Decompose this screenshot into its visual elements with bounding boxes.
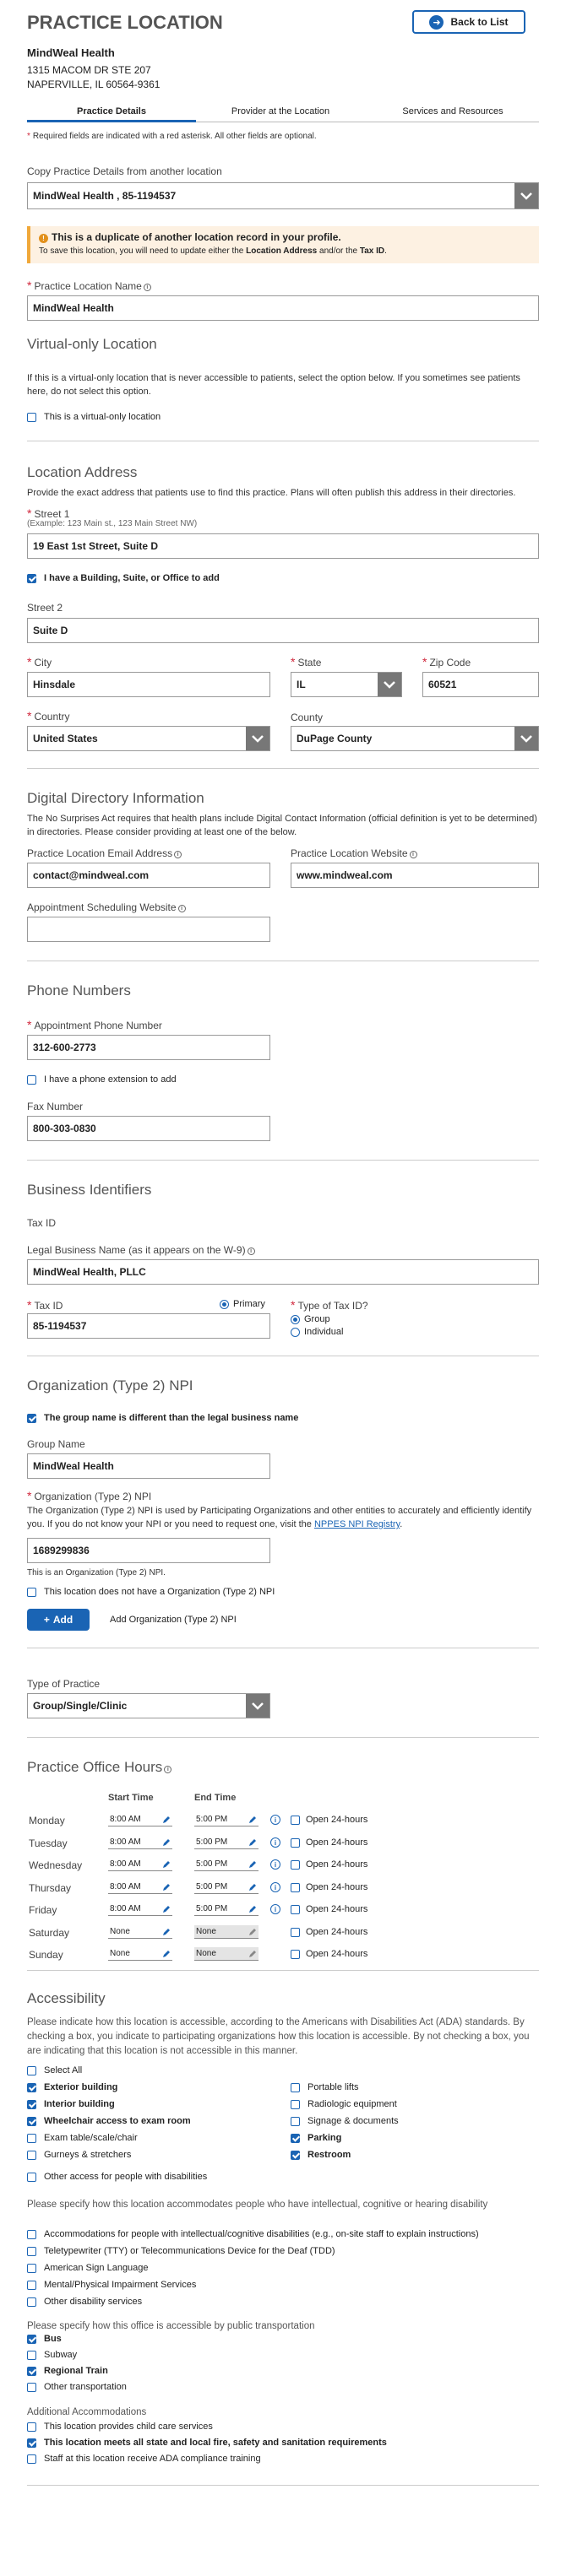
sched-input[interactable] bbox=[27, 917, 270, 942]
intellect-option-checkbox[interactable] bbox=[27, 2264, 36, 2273]
email-input[interactable]: contact@mindweal.com bbox=[27, 863, 270, 888]
npi-label: * Organization (Type 2) NPI bbox=[27, 1489, 152, 1502]
no-npi-checkbox[interactable] bbox=[27, 1588, 36, 1597]
access-option-label: Parking bbox=[307, 2133, 342, 2143]
pencil-icon[interactable] bbox=[162, 1950, 171, 1963]
day-label: Tuesday bbox=[29, 1837, 68, 1849]
npi-heading: Organization (Type 2) NPI bbox=[27, 1377, 193, 1394]
day-label: Friday bbox=[29, 1904, 57, 1916]
zip-label: * Zip Code bbox=[422, 655, 471, 668]
access-option-checkbox[interactable] bbox=[27, 2100, 36, 2109]
location-name-label: * Practice Location Name i bbox=[27, 279, 151, 292]
access-option-label: Radiologic equipment bbox=[307, 2099, 397, 2109]
back-arrow-icon: ➜ bbox=[429, 15, 444, 30]
virtual-only-label: This is a virtual-only location bbox=[44, 412, 161, 422]
info-icon[interactable]: i bbox=[270, 1815, 280, 1825]
pencil-icon[interactable] bbox=[162, 1883, 171, 1897]
nppes-registry-link[interactable]: NPPES NPI Registry bbox=[313, 1519, 400, 1529]
sched-label: Appointment Scheduling Website i bbox=[27, 901, 186, 913]
tab-practice-details[interactable]: Practice Details bbox=[27, 106, 196, 122]
intellect-option-checkbox[interactable] bbox=[27, 2247, 36, 2256]
access-option-checkbox[interactable] bbox=[27, 2134, 36, 2143]
transport-desc: Please specify how this office is accessible by public transportation bbox=[27, 2321, 315, 2331]
pencil-icon[interactable] bbox=[248, 1838, 257, 1852]
chevron-down-icon bbox=[378, 673, 401, 696]
back-to-list-button[interactable] bbox=[412, 10, 525, 34]
access-option-label: Interior building bbox=[44, 2099, 115, 2109]
info-icon: i bbox=[144, 284, 151, 291]
intellect-option-label: Mental/Physical Impairment Services bbox=[44, 2280, 197, 2290]
intellect-option-checkbox[interactable] bbox=[27, 2297, 36, 2307]
transport-option-label: Other transportation bbox=[44, 2382, 127, 2392]
primary-label: Primary bbox=[233, 1299, 265, 1309]
zip-input[interactable]: 60521 bbox=[422, 672, 539, 697]
start-time-input[interactable]: 8:00 AM bbox=[108, 1858, 172, 1871]
info-icon[interactable]: i bbox=[270, 1882, 280, 1892]
transport-option-label: Subway bbox=[44, 2350, 78, 2360]
group-name-input[interactable]: MindWeal Health bbox=[27, 1453, 270, 1479]
website-label: Practice Location Website i bbox=[291, 847, 417, 859]
transport-option-checkbox[interactable] bbox=[27, 2351, 36, 2360]
address-heading: Location Address bbox=[27, 464, 138, 480]
accessibility-desc: Please indicate how this location is accessible, according to the Americans with Disabilities Act (ADA) standards. By checking a box, you indicate to participating organizations how this location is accessible. By not checking a box, you are indicating that this location is not accessible in this manner. bbox=[27, 2017, 530, 2056]
practice-type-label: Type of Practice bbox=[27, 1678, 101, 1690]
city-label: * City bbox=[27, 655, 52, 668]
pencil-icon[interactable] bbox=[248, 1905, 257, 1918]
street2-label: Street 2 bbox=[27, 602, 63, 614]
end-time-input[interactable]: 5:00 PM bbox=[194, 1813, 259, 1826]
pencil-icon[interactable] bbox=[162, 1860, 171, 1874]
additional-option-label: Staff at this location receive ADA compliance training bbox=[44, 2454, 261, 2464]
open-24-label: Open 24-hours bbox=[306, 1815, 368, 1825]
access-option-checkbox[interactable] bbox=[27, 2083, 36, 2092]
access-option-label: Exam table/scale/chair bbox=[44, 2133, 138, 2143]
open-24-label: Open 24-hours bbox=[306, 1837, 368, 1848]
pencil-icon[interactable] bbox=[162, 1928, 171, 1941]
appt-phone-label: * Appointment Phone Number bbox=[27, 1018, 162, 1031]
group-name-different-label: The group name is different than the legal business name bbox=[44, 1413, 299, 1423]
access-option-checkbox[interactable] bbox=[291, 2151, 300, 2160]
other-access-checkbox[interactable] bbox=[27, 2173, 36, 2182]
access-option-label: Restroom bbox=[307, 2150, 351, 2160]
state-select[interactable]: IL bbox=[291, 672, 402, 697]
country-label: * Country bbox=[27, 709, 70, 722]
taxid-label: * Tax ID bbox=[27, 1298, 63, 1312]
practice-name: MindWeal Health bbox=[27, 46, 115, 59]
group-radio[interactable] bbox=[291, 1315, 300, 1324]
chevron-down-icon bbox=[514, 727, 538, 750]
individual-label: Individual bbox=[304, 1327, 344, 1337]
npi-note: This is an Organization (Type 2) NPI. bbox=[27, 1568, 166, 1578]
access-option-checkbox[interactable] bbox=[291, 2083, 300, 2092]
info-icon: i bbox=[410, 851, 417, 858]
open-24-checkbox[interactable] bbox=[291, 1905, 300, 1914]
info-icon[interactable]: i bbox=[270, 1859, 280, 1870]
taxid-type-label: * Type of Tax ID? bbox=[291, 1298, 368, 1312]
intellect-option-label: Other disability services bbox=[44, 2297, 143, 2307]
phone-extension-checkbox[interactable] bbox=[27, 1075, 36, 1085]
no-npi-label: This location does not have a Organization (Type 2) NPI bbox=[44, 1587, 275, 1597]
hours-heading: Practice Office Hours i bbox=[27, 1759, 171, 1776]
copy-location-select[interactable]: MindWeal Health , 85-1194537 bbox=[27, 182, 539, 209]
transport-option-checkbox[interactable] bbox=[27, 2367, 36, 2376]
transport-option-checkbox[interactable] bbox=[27, 2383, 36, 2392]
pencil-icon[interactable] bbox=[162, 1905, 171, 1918]
info-icon: i bbox=[178, 905, 186, 912]
additional-heading: Additional Accommodations bbox=[27, 2407, 147, 2417]
start-time-input[interactable]: 8:00 AM bbox=[108, 1813, 172, 1826]
taxid-input[interactable]: 85-1194537 bbox=[27, 1313, 270, 1339]
virtual-only-checkbox[interactable] bbox=[27, 413, 36, 422]
transport-option-checkbox[interactable] bbox=[27, 2335, 36, 2344]
info-icon: i bbox=[174, 851, 182, 858]
warning-icon: ! bbox=[39, 234, 48, 243]
primary-radio[interactable] bbox=[220, 1300, 229, 1309]
location-name-input[interactable]: MindWeal Health bbox=[27, 295, 539, 321]
street1-input[interactable]: 19 East 1st Street, Suite D bbox=[27, 533, 539, 559]
virtual-desc: If this is a virtual-only location that is never accessible to patients, select the option below. If you sometimes see patients here, do not select this option. bbox=[27, 373, 520, 397]
additional-option-checkbox[interactable] bbox=[27, 2438, 36, 2448]
address-desc: Provide the exact address that patients use to find this practice. Plans will often publish this address in their directories. bbox=[27, 488, 516, 498]
info-icon[interactable]: i bbox=[270, 1904, 280, 1914]
start-time-input[interactable]: 8:00 AM bbox=[108, 1836, 172, 1849]
county-label: County bbox=[291, 712, 324, 723]
end-time-input[interactable]: 5:00 PM bbox=[194, 1858, 259, 1871]
group-name-different-checkbox[interactable] bbox=[27, 1414, 36, 1423]
access-option-label: Wheelchair access to exam room bbox=[44, 2116, 191, 2126]
pencil-icon[interactable] bbox=[162, 1838, 171, 1852]
practice-address-line1: 1315 MACOM DR STE 207 bbox=[27, 64, 151, 76]
open-24-label: Open 24-hours bbox=[306, 1859, 368, 1870]
additional-option-checkbox[interactable] bbox=[27, 2454, 36, 2464]
open-24-checkbox[interactable] bbox=[291, 1838, 300, 1848]
street1-hint: (Example: 123 Main st., 123 Main Street NW) bbox=[27, 519, 198, 528]
access-option-label: Exterior building bbox=[44, 2082, 118, 2092]
pencil-icon[interactable] bbox=[248, 1883, 257, 1897]
access-option-checkbox[interactable] bbox=[291, 2100, 300, 2109]
start-time-input[interactable]: None bbox=[108, 1947, 172, 1961]
taxid-heading: Tax ID bbox=[27, 1217, 57, 1229]
practice-address-line2: NAPERVILLE, IL 60564-9361 bbox=[27, 78, 161, 90]
street2-input[interactable]: Suite D bbox=[27, 618, 539, 643]
website-input[interactable]: www.mindweal.com bbox=[291, 863, 539, 888]
building-suite-label: I have a Building, Suite, or Office to add bbox=[44, 573, 220, 583]
start-time-input[interactable]: 8:00 AM bbox=[108, 1881, 172, 1894]
access-option-label: Gurneys & stretchers bbox=[44, 2150, 132, 2160]
select-all-checkbox[interactable] bbox=[27, 2066, 36, 2075]
intellect-desc: Please specify how this location accommodates people who have intellectual, cognitive or hearing disability bbox=[27, 2200, 488, 2210]
country-select[interactable]: United States bbox=[27, 726, 270, 751]
email-label: Practice Location Email Address i bbox=[27, 847, 182, 859]
start-time-input[interactable]: None bbox=[108, 1925, 172, 1939]
pencil-icon[interactable] bbox=[248, 1860, 257, 1874]
fax-label: Fax Number bbox=[27, 1101, 84, 1112]
virtual-heading: Virtual-only Location bbox=[27, 336, 157, 352]
building-suite-checkbox[interactable] bbox=[27, 574, 36, 583]
copy-label: Copy Practice Details from another location bbox=[27, 165, 222, 177]
pencil-icon[interactable] bbox=[248, 1928, 257, 1941]
digital-heading: Digital Directory Information bbox=[27, 790, 204, 806]
day-label: Wednesday bbox=[29, 1859, 83, 1871]
transport-option-label: Regional Train bbox=[44, 2366, 108, 2376]
required-note: * Required fields are indicated with a red asterisk. All other fields are optional. bbox=[27, 132, 317, 141]
tab-provider-at-location[interactable]: Provider at the Location bbox=[231, 106, 330, 116]
intellect-option-label: Teletypewriter (TTY) or Telecommunications Device for the Deaf (TDD) bbox=[44, 2246, 335, 2256]
fax-input[interactable]: 800-303-0830 bbox=[27, 1116, 270, 1141]
end-time-input[interactable]: 5:00 PM bbox=[194, 1836, 259, 1849]
open-24-label: Open 24-hours bbox=[306, 1904, 368, 1914]
add-npi-button[interactable]: + Add bbox=[27, 1609, 90, 1631]
access-option-label: Signage & documents bbox=[307, 2116, 399, 2126]
day-label: Sunday bbox=[29, 1949, 63, 1961]
open-24-checkbox[interactable] bbox=[291, 1816, 300, 1825]
end-time-input[interactable]: None bbox=[194, 1925, 259, 1939]
intellect-option-label: American Sign Language bbox=[44, 2263, 149, 2273]
state-label: * State bbox=[291, 655, 322, 668]
npi-input[interactable]: 1689299836 bbox=[27, 1538, 270, 1563]
info-icon: i bbox=[164, 1766, 171, 1773]
legal-name-label: Legal Business Name (as it appears on the W-9) i bbox=[27, 1244, 255, 1256]
info-icon: i bbox=[248, 1247, 255, 1255]
info-icon[interactable]: i bbox=[270, 1837, 280, 1848]
access-option-checkbox[interactable] bbox=[291, 2117, 300, 2126]
phone-extension-label: I have a phone extension to add bbox=[44, 1074, 177, 1085]
npi-desc: The Organization (Type 2) NPI is used by Participating Organizations and other entities to accurately and efficiently identify you. If you do not know your NPI or you need to request one, visit the NPPES NPI Registry. bbox=[27, 1506, 532, 1529]
legal-name-input[interactable]: MindWeal Health, PLLC bbox=[27, 1259, 539, 1285]
access-option-checkbox[interactable] bbox=[27, 2151, 36, 2160]
pencil-icon[interactable] bbox=[248, 1816, 257, 1829]
open-24-label: Open 24-hours bbox=[306, 1949, 368, 1959]
add-npi-text: Add Organization (Type 2) NPI bbox=[110, 1615, 237, 1625]
start-time-header: Start Time bbox=[108, 1793, 154, 1803]
chevron-down-icon bbox=[246, 727, 269, 750]
accessibility-heading: Accessibility bbox=[27, 1990, 106, 2006]
intellect-option-label: Accommodations for people with intellectual/cognitive disabilities (e.g., on-site staff to explain instructions) bbox=[44, 2229, 479, 2239]
city-input[interactable]: Hinsdale bbox=[27, 672, 270, 697]
back-label: Back to List bbox=[450, 16, 509, 28]
street1-label: * Street 1 bbox=[27, 506, 70, 520]
open-24-label: Open 24-hours bbox=[306, 1926, 368, 1937]
day-label: Monday bbox=[29, 1815, 65, 1826]
digital-desc: The No Surprises Act requires that health plans include Digital Contact Information (official definition is yet to be determined) in directories. Please consider providing at least one of the below. bbox=[27, 814, 537, 837]
end-time-header: End Time bbox=[194, 1793, 237, 1803]
group-label: Group bbox=[304, 1314, 330, 1324]
group-name-label: Group Name bbox=[27, 1438, 85, 1450]
start-time-input[interactable]: 8:00 AM bbox=[108, 1902, 172, 1916]
access-option-checkbox[interactable] bbox=[27, 2117, 36, 2126]
access-option-label: Portable lifts bbox=[307, 2082, 359, 2092]
select-all-label: Select All bbox=[44, 2065, 83, 2075]
appt-phone-input[interactable]: 312-600-2773 bbox=[27, 1035, 270, 1060]
county-select[interactable]: DuPage County bbox=[291, 726, 539, 751]
intellect-option-checkbox[interactable] bbox=[27, 2230, 36, 2239]
end-time-input[interactable]: 5:00 PM bbox=[194, 1881, 259, 1894]
end-time-input[interactable]: None bbox=[194, 1947, 259, 1961]
pencil-icon[interactable] bbox=[248, 1950, 257, 1963]
open-24-checkbox[interactable] bbox=[291, 1928, 300, 1937]
open-24-checkbox[interactable] bbox=[291, 1950, 300, 1959]
page-title: PRACTICE LOCATION bbox=[27, 12, 223, 33]
additional-option-label: This location provides child care services bbox=[44, 2422, 213, 2432]
duplicate-alert: ! This is a duplicate of another location record in your profile. To save this location, you will need to update either the Location Address and/or the Tax ID. bbox=[27, 226, 539, 263]
phone-heading: Phone Numbers bbox=[27, 982, 131, 998]
additional-option-label: This location meets all state and local fire, safety and sanitation requirements bbox=[44, 2438, 387, 2448]
business-heading: Business Identifiers bbox=[27, 1182, 152, 1198]
open-24-checkbox[interactable] bbox=[291, 1883, 300, 1892]
end-time-input[interactable]: 5:00 PM bbox=[194, 1902, 259, 1916]
chevron-down-icon bbox=[246, 1694, 269, 1718]
access-option-checkbox[interactable] bbox=[291, 2134, 300, 2143]
day-label: Saturday bbox=[29, 1926, 70, 1939]
transport-option-label: Bus bbox=[44, 2334, 62, 2344]
additional-option-checkbox[interactable] bbox=[27, 2422, 36, 2432]
chevron-down-icon bbox=[514, 183, 538, 208]
intellect-option-checkbox[interactable] bbox=[27, 2281, 36, 2290]
pencil-icon[interactable] bbox=[162, 1816, 171, 1829]
practice-type-select[interactable]: Group/Single/Clinic bbox=[27, 1693, 270, 1718]
other-access-label: Other access for people with disabilities bbox=[44, 2172, 208, 2182]
tab-services-resources[interactable]: Services and Resources bbox=[402, 106, 503, 116]
open-24-label: Open 24-hours bbox=[306, 1881, 368, 1892]
day-label: Thursday bbox=[29, 1881, 72, 1894]
open-24-checkbox[interactable] bbox=[291, 1860, 300, 1870]
plus-icon: + bbox=[43, 1614, 50, 1626]
individual-radio[interactable] bbox=[291, 1328, 300, 1337]
